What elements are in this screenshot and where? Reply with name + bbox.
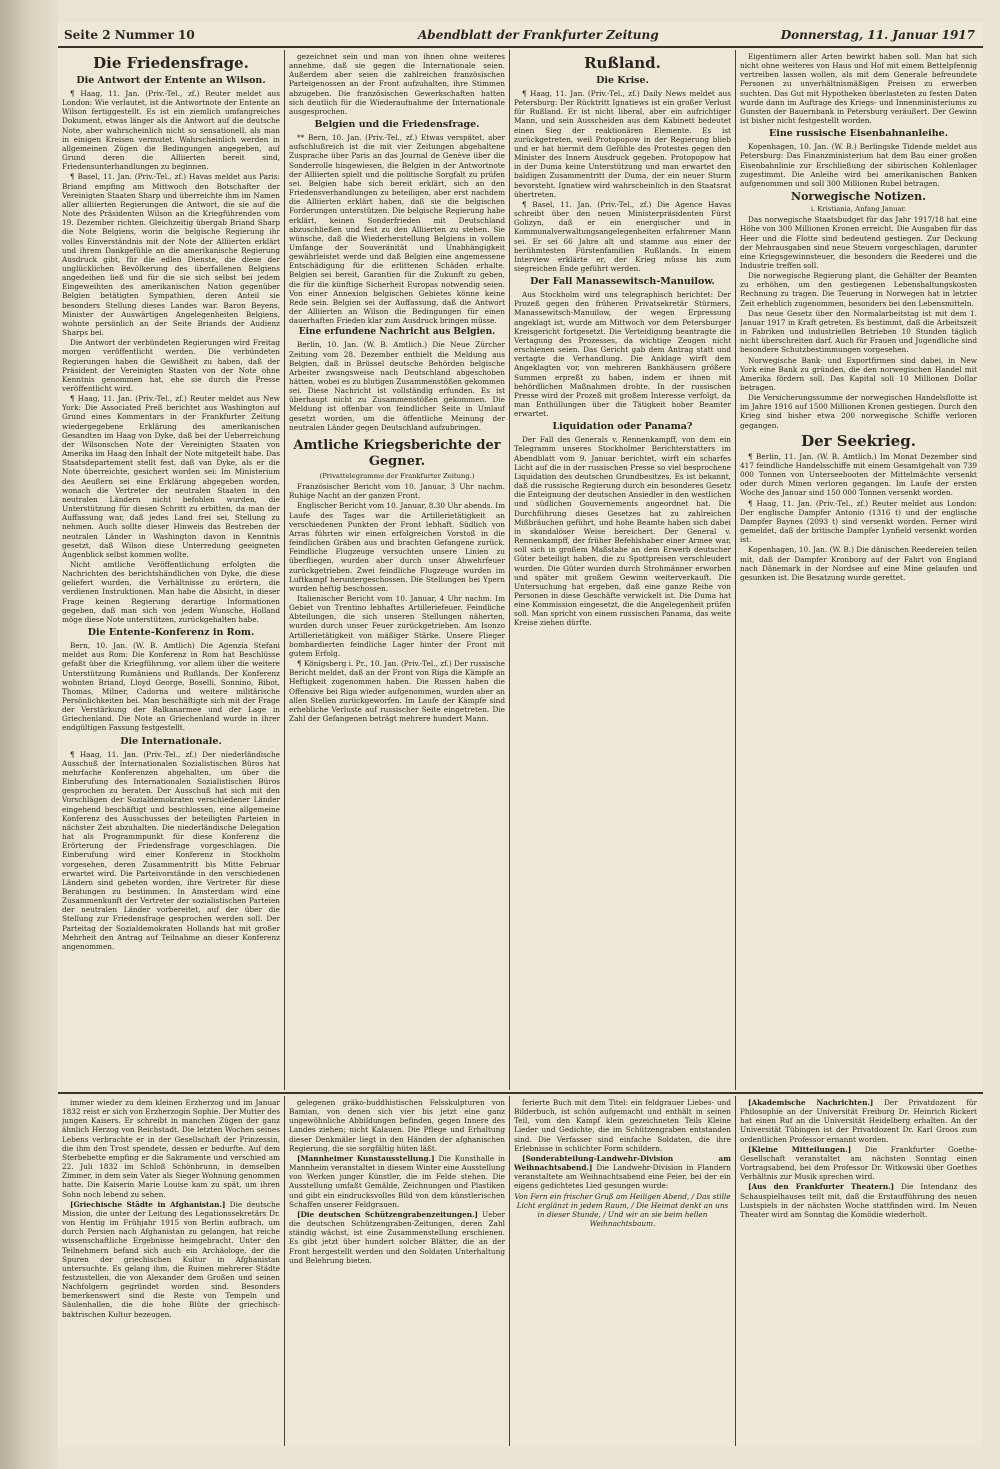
headline-manassewitsch: Der Fall Manassewitsch-Manuilow. [530, 276, 715, 288]
headline-russland: Rußland. [584, 54, 661, 72]
book-gutter [0, 0, 58, 1469]
feuilleton-rubric: [Kleine Mitteilungen.] [748, 1144, 852, 1154]
feuilleton-rule [58, 1092, 983, 1094]
article-paragraph: Bern, 10. Jan. (W. B. Amtlich) Die Agenzia Stefani meldet aus Rom: Die Konferenz in Rom hat Beschlüsse gefaßt über die Kriegführung, vor allem über die weitere Unterstützung Rumäniens und Rußlands. Der Konferenz wohnten Briand, Lloyd George, Boselli, Sonnino, Ribot, Thomas, Milner, Cadorna und weitere militärische Persönlichkeiten bei. Man beschäftigte sich mit der Frage der Verstärkung der Balkanarmee und der Lage in Griechenland. Die Note an Griechenland wurde in ihrer endgültigen Fassung festgestellt. [62, 641, 280, 733]
subhead-antwort-entente: Die Antwort der Entente an Wilson. [76, 75, 266, 86]
article-paragraph: Kopenhagen, 10. Jan. (W. B.) Berlingske Tidende meldet aus Petersburg: Das Finanzministerium hat dem Bau einer großen Eisenbahnlinie zur Erschließung der sibirischen Kohlenlager zugestimmt. Die Anleihe wird bei amerikanischen Banken aufgenommen und soll 300 Millionen Rubel betragen. [740, 142, 977, 188]
feuilleton-paragraph: [Griechische Städte in Afghanistan.] Die deutsche Mission, die unter der Leitung des Legationssekretärs Dr. von Hentig im Frühjahr 1915 von Berlin aufbrach, um durch Persien nach Afghanistan zu gelangen, hat reiche wissenschaftliche Ergebnisse heimgebracht. Unter den Teilnehmern befand sich auch ein Archäologe, der die Spuren der griechischen Kultur in Afghanistan untersuchte. Es gelang ihm, die Ruinen mehrerer Städte festzustellen, die von Alexander dem Großen und seinen Nachfolgern gegründet worden sind. Besonders bemerkenswert sind die Reste von Tempeln und Säulenhallen, die die hohe Blüte der griechisch-baktrischen Kultur bezeugen. [62, 1199, 280, 1319]
column-divider [735, 50, 736, 1090]
article-paragraph: Englischer Bericht vom 10. Januar, 8.30 Uhr abends. Im Laufe des Tages war die Artillerietätigkeit an verschiedenen Punkten der Front lebhaft. Südlich von Arras führten wir einen erfolgreichen Vorstoß in die feindlichen Gräben aus und brachten Gefangene zurück. Feindliche Flugzeuge versuchten unsere Linien zu überfliegen, wurden aber durch unser Abwehrfeuer zurückgetrieben. Zwei feindliche Flugzeuge wurden im Luftkampf heruntergeschossen. Die Stellungen bei Ypern wurden heftig beschossen. [289, 501, 505, 593]
feuilleton-rubric: [Sonderabteilung-Landwehr-Division am Weihnachtsabend.] [514, 1153, 731, 1173]
feuilleton-column-2 [289, 1098, 505, 1443]
feuilleton-rubric: [Mannheimer Kunstausstellung.] [297, 1153, 435, 1163]
headline-norwegische-notizen: Norwegische Notizen. [791, 190, 926, 204]
article-paragraph: ¶ Königsberg i. Pr., 10. Jan. (Priv.-Tel., zf.) Der russische Bericht meldet, daß an der Front von Riga die Kämpfe an Heftigkeit zugenommen haben. Die Russen haben die Offensive bei Riga wieder aufgenommen, wurden aber an allen Stellen zurückgeworfen. Im Laufe der Kämpfe sind erhebliche Verluste auf russischer Seite eingetreten. Die Zahl der Gefangenen beträgt mehrere hundert Mann. [289, 659, 505, 723]
column-divider [284, 50, 285, 1090]
column-divider [735, 1096, 736, 1446]
headline-internationale: Die Internationale. [120, 735, 222, 747]
feuilleton-paragraph: [Aus den Frankfurter Theatern.] Die Intendanz des Schauspielhauses teilt mit, daß die Erstaufführung des neuen Lustspiels in der nächsten Woche stattfinden wird. Im Neuen Theater wird am Sonntag die Komödie wiederholt. [740, 1182, 977, 1219]
article-paragraph: ¶ Basel, 11. Jan. (Priv.-Tel., zf.) Die Agence Havas schreibt über den neuen Ministerpräsidenten Fürst Golizyn, daß er ein energischer und in Kommunalverwaltungsangelegenheiten erfahrener Mann sei. Er sei 66 Jahre alt und stamme aus einer der berühmtesten Fürstenfamilien Rußlands. In einem Interview erklärte er, der Krieg müsse bis zum siegreichen Ende geführt werden. [514, 199, 731, 273]
article-paragraph: Das neue Gesetz über den Normalarbeitstag ist mit dem 1. Januar 1917 in Kraft getreten. Es bestimmt, daß die Arbeitszeit in Fabriken und industriellen Betrieben 10 Stunden täglich nicht überschreiten darf. Auch für Frauen und Jugendliche sind besondere Schutzbestimmungen vorgesehen. [740, 308, 977, 355]
page-label: Seite 2 Nummer 10 [64, 28, 195, 42]
article-paragraph: Die Antwort der verbündeten Regierungen wird Freitag morgen veröffentlicht werden. Die verbündeten Regierungen haben die Gewißheit zu haben, daß der Präsident der Vereinigten Staaten von der Note ohne Kenntnis genommen hat, ehe sie durch die Presse veröffentlicht wird. [62, 338, 280, 393]
feuilleton-paragraph: [Mannheimer Kunstausstellung.] Die Kunsthalle in Mannheim veranstaltet in diesem Winter eine Ausstellung von Werken junger Künstler, die im Felde stehen. Die Ausstellung umfaßt Gemälde, Zeichnungen und Plastiken und gibt ein eindrucksvolles Bild von dem künstlerischen Schaffen unserer Feldgrauen. [289, 1153, 505, 1209]
feuilleton-paragraph: [Sonderabteilung-Landwehr-Division am Weihnachtsabend.] Die Landwehr-Division in Flandern veranstaltete am Weihnachtsabend eine Feier, bei der ein eigens gedichtetes Lied gesungen wurde: [514, 1153, 731, 1191]
feuilleton-paragraph: immer wieder zu dem kleinen Erzherzog und im Januar 1832 reist er sich von Erzherzogin Sophie. Der Mutter des jungen Kaisers. Er schreibt in manchen Zügen der ganz ähnlich Herzog von Reichstadt. Die letzten Wochen seines Lebens verbrachte er in der Gesellschaft der Prinzessin, die ihm den Trost spendete, dessen er bedurfte. Auf dem Sterbebette empfing er die Sakramente und verschied am 22. Juli 1832 im Schloß Schönbrunn, in demselben Zimmer, in dem sein Vater als Sieger Wohnung genommen hatte. Die Kaiserin Marie Louise kam zu spät, um ihren Sohn noch lebend zu sehen. [62, 1098, 280, 1199]
column-2 [289, 52, 505, 1087]
article-paragraph: Norwegische Bank- und Exportfirmen sind dabei, in New York eine Bank zu gründen, die den norwegischen Handel mit Amerika fördern soll. Das Kapital soll 10 Millionen Dollar betragen. [740, 355, 977, 392]
subhead-krise: Die Krise. [596, 75, 649, 86]
article-paragraph: Aus Stockholm wird uns telegraphisch berichtet: Der Prozeß gegen den früheren Privatsekretär Stürmers, Manassewitsch-Manuilow, der wegen Erpressung angeklagt ist, wurde am Mittwoch vor dem Petersburger Kreisgericht fortgesetzt. Die Verteidigung beantragte die Vertagung des Prozesses, da wichtige Zeugen nicht erschienen seien. Das Gericht gab dem Antrag statt und vertagte die Verhandlung. Die Anklage wirft dem Angeklagten vor, von mehreren Bankhäusern größere Summen erpreßt zu haben, indem er ihnen mit behördlichen Maßnahmen drohte. In der russischen Presse wird der Prozeß mit großem Interesse verfolgt, da man Enthüllungen über die Tätigkeit hoher Beamter erwartet. [514, 290, 731, 419]
article-paragraph: Französischer Bericht vom 10. Januar, 3 Uhr nachm. Ruhige Nacht an der ganzen Front. [289, 482, 505, 501]
feuilleton-paragraph: [Akademische Nachrichten.] Der Privatdozent für Philosophie an der Universität Freiburg Dr. Heinrich Rickert hat einen Ruf an die Universität Heidelberg erhalten. An der Universität Tübingen ist der Privatdozent Dr. Karl Groos zum ordentlichen Professor ernannt worden. [740, 1098, 977, 1144]
dateline-kristiania: i. Kristiania, Anfang Januar. [810, 205, 907, 214]
article-paragraph: Eigentümern aller Arten bewirkt haben soll. Man hat sich nicht ohne weiteres von Haus und Hof mit einem Bettelpfennig vertreiben lassen wollen, als mit dem Generale befreundete Personen zu unverhältnismäßigen Preisen zu erwerben suchten. Das Gut mit Hypotheken überlasteten zu festen Daten wurde dann im Auftrage des Kriegs- und Innenministeriums zu Gunsten der Bauernbank in Petersburg veräußert. Der Gewinn ist bisher nicht festgestellt worden. [740, 52, 977, 126]
feuilleton-paragraph: ferierte Buch mit dem Titel: ein feldgrauer Liebes- und Bilderbuch, ist schön aufgemacht und enthält in seinen Teil, vom den Kampf klein gezeichneten Teils Kleine Lieder und Gedichte, die im Schützengraben entstanden sind. Die Verfasser sind einfache Soldaten, die ihre Erlebnisse in schlichter Form schildern. [514, 1098, 731, 1153]
headline-friedensfrage: Die Friedensfrage. [93, 54, 249, 72]
feuilleton-rubric: [Akademische Nachrichten.] [748, 1098, 874, 1107]
article-paragraph: ¶ Haag, 11. Jan. (Priv.-Tel., zf.) Reuter meldet aus London: Wie verlautet, ist die Antwortnote der Entente an Wilson fertiggestellt. Es ist ein ziemlich umfangreiches Dokument, etwas länger als die Antwort auf die deutsche Note, aber wahrscheinlich nicht so sensationell, als man in einigen Kreisen vermutet. Wahrscheinlich werden in allgemeinen Zügen die Bedingungen angegeben, auf Grund deren die Alliierten bereit sind, Friedensunterhandlungen zu beginnen. [62, 89, 280, 172]
headline-eisenbahnanleihe: Eine russische Eisenbahnanleihe. [768, 128, 949, 140]
column-divider [284, 1096, 285, 1446]
kriegsberichte-source: (Privattelegramme der Frankfurter Zeitung.) [319, 471, 475, 480]
feuilleton-rubric: [Die deutschen Schützengrabenzeitungen.] [297, 1209, 479, 1219]
newspaper-page [58, 22, 983, 1447]
article-paragraph: Berlin, 10. Jan. (W. B. Amtlich.) Die Neue Zürcher Zeitung vom 28. Dezember enthielt die Meldung aus Belgien, daß in Brüssel deutsche Behörden belgische Arbeiter zwangsweise nach Deutschland abgeschoben hätten, wobei es zu blutigen Zusammenstößen gekommen sei. Diese Nachricht ist vollständig erfunden. Es ist überhaupt nicht zu Zusammenstößen gekommen. Die Meldung ist offenbar von feindlicher Seite in Umlauf gesetzt worden, um die öffentliche Meinung der neutralen Länder gegen Deutschland aufzubringen. [289, 340, 505, 432]
article-paragraph: Das norwegische Staatsbudget für das Jahr 1917/18 hat eine Höhe von 300 Millionen Kronen erreicht. Die Ausgaben für das Heer und die Flotte sind bedeutend gestiegen. Zur Deckung der Mehrausgaben sind neue Steuern vorgeschlagen, darunter eine Kriegsgewinnsteuer, die besonders die Reederei und die Industrie treffen soll. [740, 215, 977, 270]
column-1 [62, 52, 280, 1087]
feuilleton-column-1 [62, 1098, 280, 1443]
article-paragraph: Nicht amtliche Veröffentlichung erfolgten die Nachrichten des berichtshändlichen von Dyke, die diese geliefert wurden, die Verhältnisse zu erörtern, die verdienen Instruktionen. Man habe die Absicht, in dieser Frage keinen Regierung derartige Informationen gegeben, daß man sich von jedem Wunsche, Holland möge diese Note unterstützen, zurückgehalten habe. [62, 559, 280, 624]
feuilleton-paragraph: gelegenen gräko-buddhistischen Felsskulpturen von Bamian, von denen sich vier bis jetzt eine ganz ungewöhnliche Abbildungen befinden, gegen Innere des Landes ziehen; nicht Kalauen. Die Pflege und Erhaltung dieser Denkmäler liegt in den Händen der afghanischen Regierung, die sie sorgfältig hüten läßt. [289, 1098, 505, 1153]
headline-liquidation: Liquidation oder Panama? [552, 421, 693, 433]
article-paragraph: Kopenhagen, 10. Jan. (W. B.) Die dänischen Reedereien teilen mit, daß der Dampfer Kronborg auf der Fahrt von England nach Dänemark in der Nordsee auf eine Mine gelaufen und gesunken ist. Die Besatzung wurde gerettet. [740, 545, 977, 582]
article-paragraph: ¶ Basel, 11. Jan. (Priv.-Tel., zf.) Havas meldet aus Paris: Briand empfing am Mittwoch den Botschafter der Vereinigten Staaten Sharp und überreichte ihm im Namen aller alliierten Regierungen die Antwort, die sie auf die Note des Präsidenten Wilson an die Kriegführenden vom 19. Dezember richten. Gleichzeitig übergab Briand Sharp die Note Belgiens, worin die belgische Regierung ihr volles Einverständnis mit der Note der Alliierten erklärt und ihrem Dankgefühle an die amerikanische Regierung Ausdruck gibt, für die edlen Dienste, die diese der unglücklichen Bevölkerung des überfallenen Belgiens angedeihen ließ und für die sie sich selbst bei jedem Eingeweihten des amerikanischen Nation gegenüber Belgien betätigten Sympathien, deren Anteil sie besonders Stellung dieses Landes war. Baron Beyens, Minister der Auswärtigen Angelegenheiten Belgiens, wohnte persönlich an der Seite Briands der Audienz Sharps bei. [62, 172, 280, 338]
column-4 [740, 52, 977, 1087]
feuilleton-rubric: [Aus den Frankfurter Theatern.] [748, 1182, 895, 1192]
article-paragraph: Der Fall des Generals v. Rennenkampff, von dem ein Telegramm unseres Stockholmer Berichterstatters im Abendblatt vom 9. Januar berichtet, wirft ein scharfes Licht auf die in der russischen Presse so viel besprochene Liquidation des deutschen Grundbesitzes. Es ist bekannt, daß die russische Regierung durch ein besonderes Gesetz die Enteignung der deutschen Ansiedler in den westlichen und südlichen Gouvernements angeordnet hat. Die Durchführung dieses Gesetzes hat zu zahlreichen Mißbräuchen geführt, und hohe Beamte haben sich dabei in skandalöser Weise bereichert. Der General v. Rennenkampff, der früher Befehlshaber einer Armee war, soll sich in großem Maßstabe an dem Erwerb deutscher Güter beteiligt haben, die zu Spottpreisen verschleudert wurden. Die Güter wurden durch Strohmänner erworben und später mit großem Gewinn weiterverkauft. Die Untersuchung hat ergeben, daß eine ganze Reihe von Personen in diese Geschäfte verwickelt ist. Die Duma hat eine Kommission eingesetzt, die die Angelegenheit prüfen soll. Man spricht von einem russischen Panama, das weite Kreise ziehen dürfte. [514, 435, 731, 628]
feuilleton-paragraph: [Kleine Mitteilungen.] Die Frankfurter Goethe-Gesellschaft veranstaltet am nächsten Sonntag einen Vortragsabend, bei dem Professor Dr. Witkowski über Goethes Verhältnis zur Musik sprechen wird. [740, 1144, 977, 1182]
article-paragraph: ** Bern, 10. Jan. (Priv.-Tel., zf.) Etwas verspätet, aber aufschlußreich ist die mit vier Zeitungen abgehaltene Zusprache über Paris an das Journal de Genève über die Sonderrolle hingewiesen, die Belgien in der Antwortnote der Alliierten spielt und die politische Sorgfalt zu prüfen sei. Belgien habe sich bereit erklärt, sich an den Friedensverhandlungen zu beteiligen, aber erst nachdem die Alliierten erklärt haben, daß sie die belgischen Forderungen unterstützen. Die belgische Regierung habe erklärt, keinen Sonderfrieden mit Deutschland abzuschließen und fest zu den Alliierten zu stehen. Sie wünsche, daß die Wiederherstellung Belgiens in vollem Umfange der Souveränität und Unabhängigkeit gewährleistet werde und daß Belgien eine angemessene Entschädigung für die erlittenen Schäden erhalte. Belgien sei bereit, Garantien für die Zukunft zu geben, die für die künftige Sicherheit Europas notwendig seien. Von einer Annexion belgischen Gebietes könne keine Rede sein. Belgien sei der Auffassung, daß die Antwort der Alliierten an Wilson die Bedingungen für einen dauerhaften Frieden klar zum Ausdruck bringen müsse. [289, 133, 505, 326]
feuilleton-column-3 [514, 1098, 731, 1443]
article-paragraph: Italienischer Bericht vom 10. Januar, 4 Uhr nachm. Im Gebiet von Trentino lebhaftes Artilleriefeuer. Feindliche Abteilungen, die sich unseren Stellungen näherten, wurden durch unser Feuer zurückgetrieben. Am Isonzo Artillerietätigkeit von mäßiger Stärke. Unsere Flieger bombardierten feindliche Lager hinter der Front mit gutem Erfolg. [289, 593, 505, 658]
headline-seekrieg: Der Seekrieg. [801, 431, 916, 450]
headline-belgien: Belgien und die Friedensfrage. [314, 119, 480, 131]
article-paragraph: ¶ Haag, 11. Jan. (Priv.-Tel., zf.) Der niederländische Ausschuß der Internationalen Sozialistischen Büros hat mehrfache Konferenzen abgehalten, um über die Einberufung des Internationalen Sozialistischen Büros gesprochen zu beraten. Der Ausschuß hat sich mit den Vorschlägen der Sozialdemokraten verschiedener Länder eingehend beschäftigt und beschlossen, eine allgemeine Konferenz des Ausschusses der beteiligten Parteien in nächster Zeit abzuhalten. Die niederländische Delegation hat als Programmpunkt für diese Konferenz die Erörterung der Friedensfrage vorgeschlagen. Die Einberufung wird einer Konferenz in Stockholm vorgesehen, deren Zusammentritt bis Mitte Februar erwartet wird. Die Parteivorstände in den verschiedenen Ländern sind gebeten worden, ihre Vertreter für diese Beratungen zu bestimmen. In Amsterdam wird eine Zusammenkunft der Vertreter der sozialistischen Parteien der neutralen Länder vorbereitet, auf der über die Stellung zur Friedensfrage gesprochen werden soll. Der Parteitag der Sozialdemokraten Hollands hat mit großer Mehrheit den Antrag auf Teilnahme an dieser Konferenz angenommen. [62, 749, 280, 951]
feuilleton-poem: Von Fern ein frischer Gruß am Heiligen Abend, / Das stille Licht erglänzt in jedem Raum, / Die Heimat denkt an uns in dieser Stunde, / Und wir an sie beim hellen Weihnachtsbaum. [514, 1191, 731, 1229]
feuilleton-paragraph: [Die deutschen Schützengrabenzeitungen.] Ueber die deutschen Schützengraben-Zeitungen, deren Zahl ständig wächst, ist eine Zusammenstellung erschienen. Es gibt jetzt über hundert solcher Blätter, die an der Front hergestellt werden und den Soldaten Unterhaltung und Belehrung bieten. [289, 1209, 505, 1265]
masthead: Abendblatt der Frankfurter Zeitung [418, 28, 659, 42]
issue-date: Donnerstag, 11. Januar 1917 [780, 28, 975, 42]
article-paragraph: Die norwegische Regierung plant, die Gehälter der Beamten zu erhöhen, um den gestiegenen Lebenshaltungskosten Rechnung zu tragen. Die Teuerung in Norwegen hat in letzter Zeit erheblich zugenommen, besonders bei den Lebensmitteln. [740, 271, 977, 308]
column-divider [509, 50, 510, 1090]
article-paragraph: ¶ Haag, 11. Jan. (Priv.-Tel., zf.) Reuter meldet aus New York: Die Associated Preß berichtet aus Washington auf Grund eines Kommentars in der Frankfurter Zeitung wiedergegebene Erklärung des amerikanischen Gesandten im Haag von Dyke, daß bei der Ueberreichung der Wilsonschen Note der Vereinigten Staaten von Amerika im Haag den Inhalt der Note mitgeteilt habe. Das Staatsdepartement stellt fest, daß van Dyke, als er die Note überreichte, gesichert worden sei: Im Ministerium des Aeußern sei eine Erklärung abgegeben worden, wonach die Vertreter der neutralen Staaten in den neutralen Ländern nicht befohlen wurden, die Unterstützung für diesen Schritt zu erbitten, da man der Auffassung war, daß jedes Land frei sei, Stellung zu nehmen. Auch sollte dieser Hinweis das Bestreben der neutralen Länder in Washington davon in Kenntnis gesetzt, daß Wilson diese Unterredung geeigneten Augenblick selbst kommen wollte. [62, 394, 280, 559]
article-paragraph: gezeichnet sein und man von ihnen ohne weiteres annehme, daß sie gegen die Internationale seien. Außerdem aber seien die zahlreichen französischen Parteigenossen an der Front aufzuhalten, ihre Stimmen abzugeben. Die französischen Gewerkschaften hatten sich deutlich für die Wiederaufnahme der Internationale ausgesprochen. [289, 52, 505, 116]
column-3 [514, 52, 731, 1087]
article-paragraph: ¶ Haag, 11. Jan. (Priv.-Tel., zf.) Reuter meldet aus London: Der englische Dampfer Antonio (1316 t) und der englische Dampfer Baynes (2093 t) sind versenkt worden. Ferner wird gemeldet, daß der britische Dampfer Lynfield versenkt worden ist. [740, 498, 977, 545]
headline-erfundene-nachricht: Eine erfundene Nachricht aus Belgien. [298, 327, 496, 338]
headline-entente-konferenz: Die Entente-Konferenz in Rom. [87, 627, 255, 639]
feuilleton-column-4 [740, 1098, 977, 1443]
article-paragraph: Die Versicherungssumme der norwegischen Handelsflotte ist im Jahre 1916 auf 1500 Millionen Kronen gestiegen. Durch den Krieg sind bisher etwa 200 norwegische Schiffe verloren gegangen. [740, 393, 977, 430]
article-paragraph: ¶ Berlin, 11. Jan. (W. B. Amtlich.) Im Monat Dezember sind 417 feindliche Handelsschiffe mit einem Gesamtgehalt von 739 000 Tonnen von Unterseebooten der Mittelmächte versenkt oder durch Minen verloren gegangen. Im Laufe der ersten Woche des Januar sind 150 000 Tonnen versenkt worden. [740, 451, 977, 498]
running-header [58, 28, 983, 44]
headline-kriegsberichte: Amtliche Kriegsberichte der Gegner. [293, 437, 501, 469]
header-rule [58, 46, 983, 48]
column-divider [509, 1096, 510, 1446]
article-paragraph: ¶ Haag, 11. Jan. (Priv.-Tel., zf.) Daily News meldet aus Petersburg: Der Rücktritt Ignatiews ist ein großer Verlust für Rußland. Er ist nicht liberal, aber ein aufrichtiger Mann, und sein Ausscheiden aus dem Kabinett bedeutet einen Sieg der reaktionären Elemente. Es ist zurückgetreten, weil Protopopow in der Regierung blieb und er hat hiermit dem Gefühle des Protestes gegen den Minister des Innern Ausdruck gegeben. Protopopow hat in der Duma keine Unterstützung und man erwartet den baldigen Zusammentritt der Duma, der ein neuer Sturm bevorsteht. Ignatiew wird wahrscheinlich in den Staatsrat übertreten. [514, 89, 731, 199]
feuilleton-rubric: [Griechische Städte in Afghanistan.] [70, 1199, 226, 1209]
